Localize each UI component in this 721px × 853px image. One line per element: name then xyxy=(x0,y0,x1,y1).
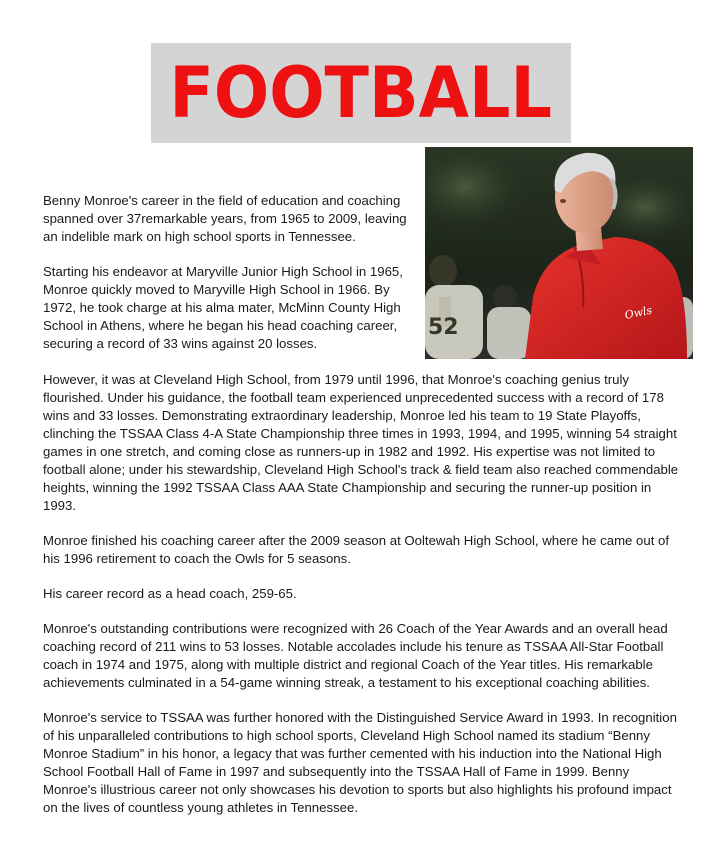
paragraph-early-career: Starting his endeavor at Maryville Junior High School in 1965, Monroe quickly moved to Maryville High School in 1966. By 1972, he took charge at his alma mater, McMinn County High School in Athens, where he began his head coaching career, securing a record of 33 wins against 20 losses. xyxy=(43,264,403,351)
paragraph-career-record: His career record as a head coach, 259-65. xyxy=(43,586,297,601)
paragraph-honors: Monroe's service to TSSAA was further honored with the Distinguished Service Award in 1993. In recognition of his unparalleled contributions to high school sports, Cleveland High School named its stadium “Benny Monroe Stadium” in his honor, a legacy that was further cemented with his induction into the National High School Football Hall of Fame in 1997 and subsequently into the TSSAA Hall of Fame in 1999. Benny Monroe's illustrious career not only showcases his devotion to sports but also highlights his profound impact on the lives of countless young athletes in Tennessee. xyxy=(43,710,677,815)
jacket-logo: Owls xyxy=(623,303,654,322)
body-text xyxy=(43,371,683,834)
jersey-number: 52 xyxy=(428,315,459,340)
paragraph-awards: Monroe's outstanding contributions were recognized with 26 Coach of the Year Awards and an overall head coaching record of 211 wins to 53 losses. Notable accolades include his tenure as TSSAA All-Star Football coach in 1974 and 1975, along with multiple district and regional Coach of the Year titles. His remarkable achievements culminated in a 54-game winning streak, a testament to his exceptional coaching abilities. xyxy=(43,621,668,690)
paragraph-ooltewah: Monroe finished his coaching career after the 2009 season at Ooltewah High School, where he came out of his 1996 retirement to coach the Owls for 5 seasons. xyxy=(43,533,670,566)
intro-text xyxy=(43,192,423,370)
paragraph-career-overview: Benny Monroe's career in the field of education and coaching spanned over 37remarkable years, from 1965 to 2009, leaving an indelible mark on high school sports in Tennessee. xyxy=(43,193,407,244)
page-title: FOOTBALL xyxy=(169,52,553,134)
coach-photo xyxy=(425,147,693,359)
paragraph-cleveland: However, it was at Cleveland High School, from 1979 until 1996, that Monroe's coaching genius truly flourished. Under his guidance, the football team experienced unprecedented success with a record of 178 wins and 33 losses. Demonstrating extraordinary leadership, Monroe led his team to 19 State Playoffs, clinching the TSSAA Class 4-A State Championship three times in 1993, 1994, and 1995, winning 54 straight games in one stretch, and coming close as runners-up in 1982 and 1992. His expertise was not limited to football alone; under his stewardship, Cleveland High School's track & field team also reached commendable heights, winning the 1992 TSSAA Class AAA State Championship and securing the runner-up position in 1993. xyxy=(43,372,679,513)
title-banner xyxy=(151,43,571,143)
